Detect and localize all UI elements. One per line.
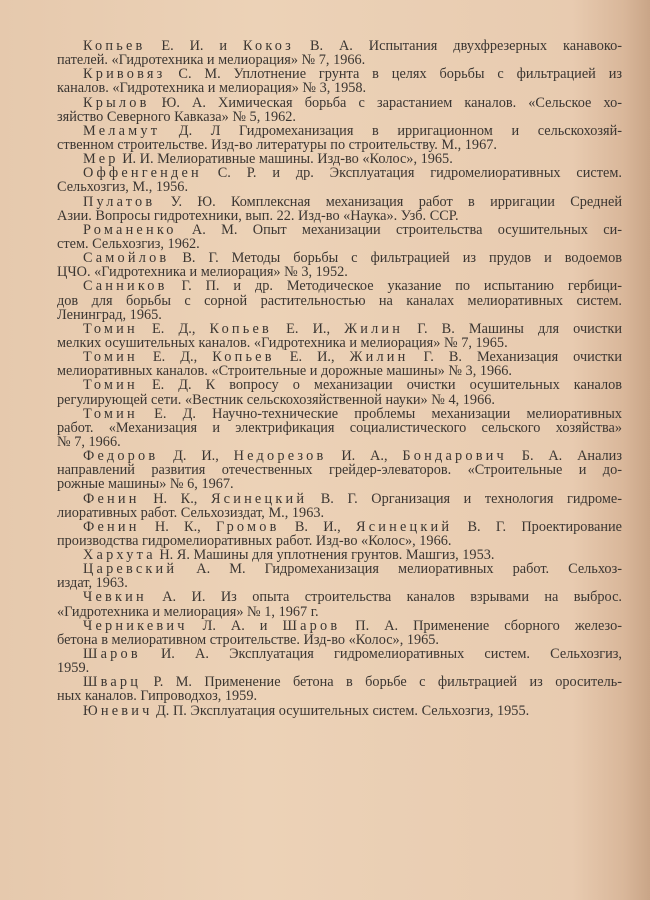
entry-text: Азии. Вопросы гидротехники, вып. 22. Изд-во «Наука». Узб. ССР. — [57, 207, 459, 224]
entry-text: Д. Л Гидромеханизация в ирригационном и сельскохозяй- — [160, 122, 622, 139]
entry-text: П. А. Применение сборного железо- — [340, 617, 622, 634]
entry-text: Е. И. и — [145, 38, 244, 54]
entry-line — [57, 605, 622, 619]
entry-text: Б. А. Анализ — [506, 448, 622, 465]
bibliography-entry — [57, 67, 622, 95]
bibliography-entry — [57, 590, 622, 618]
entry-text: Е. Д., — [137, 349, 213, 366]
entry-line — [57, 548, 622, 562]
entry-line — [57, 619, 622, 633]
author-surname: Томин — [83, 320, 138, 337]
bibliography-entry — [57, 562, 622, 590]
entry-line — [57, 237, 622, 251]
entry-line — [57, 506, 622, 520]
entry-text: рожные машины» № 6, 1967. — [57, 476, 234, 493]
author-surname: Хархута — [83, 547, 156, 564]
bibliography-entry — [57, 520, 622, 548]
entry-line — [57, 138, 622, 152]
author-surname: Фенин — [83, 518, 140, 535]
author-surname: Томин — [83, 405, 138, 422]
entry-line — [57, 661, 622, 675]
entry-text: Д. И., — [158, 448, 234, 465]
entry-line — [57, 81, 622, 95]
entry-line — [57, 407, 622, 421]
author-surname: Кривовяз — [83, 66, 166, 83]
author-surname: Федоров — [83, 448, 159, 465]
entry-line — [57, 378, 622, 392]
entry-line — [57, 520, 622, 534]
entry-text: направлений развития отечественных грейдер-элеваторов. «Строительные и до- — [57, 462, 622, 479]
bibliography-entry — [57, 647, 622, 675]
entry-line — [57, 463, 622, 477]
entry-text: В. А. Испытания двухфрезерных канавоко- — [294, 38, 622, 54]
entry-text: В. Г. Проектирование — [452, 518, 623, 535]
entry-line — [57, 590, 622, 604]
author-surname: Ясинецкий — [210, 490, 308, 507]
entry-line — [57, 449, 622, 463]
entry-text: дов для борьбы с сорной растительностью на каналах мелиоративных систем. — [57, 292, 622, 309]
author-surname: Томин — [83, 377, 138, 394]
entry-text: каналов. «Гидротехника и мелиорация» № 3, 1958. — [57, 80, 367, 97]
entry-line — [57, 675, 622, 689]
entry-line — [57, 576, 622, 590]
entry-line — [57, 67, 622, 81]
entry-line — [57, 96, 622, 110]
bibliography-entry — [57, 152, 622, 166]
author-surname: Копьев — [212, 349, 275, 366]
entry-text: А. М. Опыт механизации строительства осушительных си- — [176, 221, 622, 238]
bibliography-entry — [57, 704, 622, 718]
entry-text: Сельхозгиз, М., 1956. — [57, 179, 189, 196]
bibliography-entry — [57, 449, 622, 491]
entry-text: ЦЧО. «Гидротехника и мелиорация» № 3, 1952. — [57, 264, 348, 281]
entry-text: зяйство Северного Кавказа» № 5, 1962. — [57, 108, 297, 125]
entry-text: И. А., — [326, 448, 403, 465]
entry-text: С. Р. и др. Эксплуатация гидромелиоративных систем. — [201, 165, 622, 182]
entry-line — [57, 39, 622, 53]
bibliography-entry — [57, 166, 622, 194]
author-surname: Царевский — [83, 561, 178, 578]
author-surname: Недорезов — [233, 448, 327, 465]
entry-text: Ленинград, 1965. — [57, 306, 162, 323]
bibliography-entry — [57, 96, 622, 124]
bibliography-entry — [57, 124, 622, 152]
entry-text: У. Ю. Комплексная механизация работ в ирригации Средней — [155, 193, 622, 210]
bibliography-entry — [57, 251, 622, 279]
author-surname: Копьев — [209, 320, 272, 337]
entry-text: Д. П. Эксплуатация осушительных систем. Сельхозгиз, 1955. — [152, 702, 530, 719]
entry-text: Г. П. и др. Методическое указание по испытанию гербици- — [167, 278, 622, 295]
entry-line — [57, 704, 622, 718]
entry-text: И. И. Мелиоративные машины. Изд-во «Колос», 1965. — [118, 151, 453, 168]
entry-text: издат, 1963. — [57, 575, 128, 592]
bibliography-entry — [57, 279, 622, 321]
author-surname: Черникевич — [83, 617, 188, 634]
entry-line — [57, 477, 622, 491]
author-surname: Крылов — [83, 94, 150, 111]
entry-line — [57, 421, 622, 435]
entry-text: И. А. Эксплуатация гидромелиоративных систем. Сельхозгиз, — [140, 646, 622, 663]
entry-text: Л. А. и — [187, 617, 283, 634]
entry-text: мелких осушительных каналов. «Гидротехника и мелиорация» № 7, 1965. — [57, 334, 508, 351]
entry-text: Н. К., — [139, 490, 211, 507]
entry-text: А. М. Гидромеханизация мелиоративных работ. Сельхоз- — [177, 561, 622, 578]
entry-text: бетона в мелиоративном строительстве. Изд-во «Колос», 1965. — [57, 631, 440, 648]
entry-text: стем. Сельхозгиз, 1962. — [57, 235, 200, 252]
author-surname: Томин — [83, 349, 138, 366]
entry-text: Р. М. Применение бетона в борьбе с фильтрацией из ороситель- — [141, 674, 622, 691]
entry-text: А. И. Из опыта строительства каналов взрывами на выброс. — [146, 589, 622, 606]
entry-line — [57, 279, 622, 293]
entry-line — [57, 689, 622, 703]
author-surname: Чевкин — [83, 589, 147, 606]
author-surname: Кокоз — [243, 38, 295, 54]
bibliography-entry — [57, 619, 622, 647]
entry-line — [57, 364, 622, 378]
entry-text: работ. «Механизация и электрификация социалистического сельского хозяйства» — [57, 419, 622, 436]
entry-line — [57, 647, 622, 661]
author-surname: Юневич — [83, 702, 153, 719]
bibliography-entry — [57, 195, 622, 223]
entry-text: пателей. «Гидротехника и мелиорация» № 7, 1966. — [57, 52, 366, 69]
author-surname: Санников — [83, 278, 168, 295]
entry-text: № 7, 1966. — [57, 433, 121, 450]
entry-text: В. Г. Организация и технология гидроме- — [307, 490, 622, 507]
entry-text: ных каналов. Гипроводхоз, 1959. — [57, 688, 258, 705]
author-surname: Громов — [216, 518, 280, 535]
entry-line — [57, 350, 622, 364]
bibliography-entry — [57, 548, 622, 562]
author-surname: Меламут — [83, 122, 161, 139]
entry-text: производства гидромелиоративных работ. Изд-во «Колос», 1966. — [57, 532, 452, 549]
author-surname: Романенко — [83, 221, 177, 238]
author-surname: Пулатов — [83, 193, 156, 210]
entry-line — [57, 308, 622, 322]
entry-line — [57, 166, 622, 180]
entry-line — [57, 180, 622, 194]
entry-text: Е. Д. Научно-технические проблемы механизации мелиоративных — [137, 405, 622, 422]
entry-text: В. И., — [279, 518, 356, 535]
entry-line — [57, 110, 622, 124]
entry-line — [57, 393, 622, 407]
entry-text: ственном строительстве. Изд-во литературы по строительству. М., 1967. — [57, 136, 497, 153]
entry-line — [57, 53, 622, 67]
entry-line — [57, 265, 622, 279]
author-surname: Бондарович — [402, 448, 507, 465]
entry-text: Е. Д., — [137, 320, 210, 337]
entry-line — [57, 251, 622, 265]
bibliography-entry — [57, 350, 622, 378]
entry-line — [57, 124, 622, 138]
entry-line — [57, 294, 622, 308]
entry-text: лиоративных работ. Сельхозиздат, М., 1963. — [57, 504, 325, 521]
entry-line — [57, 322, 622, 336]
entry-line — [57, 152, 622, 166]
entry-text: Г. В. Механизация очистки — [408, 349, 622, 366]
entry-text: Н. Я. Машины для уплотнения грунтов. Машгиз, 1953. — [155, 547, 495, 564]
author-surname: Жилин — [344, 320, 404, 337]
entry-line — [57, 562, 622, 576]
entry-line — [57, 633, 622, 647]
entry-text: 1959. — [57, 660, 90, 677]
entry-text: Н. К., — [139, 518, 217, 535]
bibliography-entry — [57, 223, 622, 251]
bibliography-entry — [57, 322, 622, 350]
author-surname: Шаров — [282, 617, 341, 634]
bibliography-entry — [57, 407, 622, 449]
entry-text: «Гидротехника и мелиорация» № 1, 1967 г. — [57, 603, 319, 620]
entry-text: Е. Д. К вопросу о механизации очистки осушительных каналов — [137, 377, 622, 394]
entry-line — [57, 336, 622, 350]
author-surname: Самойлов — [83, 250, 170, 267]
entry-text: Г. В. Машины для очистки — [403, 320, 622, 337]
author-surname: Шаров — [83, 646, 141, 663]
bibliography-entry — [57, 378, 622, 406]
entry-line — [57, 209, 622, 223]
author-surname: Ясинецкий — [355, 518, 453, 535]
bibliography-entry — [57, 675, 622, 703]
bibliography-entry — [57, 492, 622, 520]
author-surname: Фенин — [83, 490, 140, 507]
entry-text: В. Г. Методы борьбы с фильтрацией из прудов и водоемов — [169, 250, 622, 267]
entry-text: мелиоративных каналов. «Строительные и дорожные машины» № 3, 1966. — [57, 363, 513, 380]
author-surname: Копьев — [83, 38, 146, 54]
author-surname: Шварц — [83, 674, 142, 691]
bibliography-entry — [57, 39, 622, 67]
author-surname: Оффенгенден — [83, 165, 202, 182]
entry-line — [57, 223, 622, 237]
entry-text: Е. И., — [274, 349, 350, 366]
bibliography-page — [57, 39, 622, 718]
entry-text: регулирующей сети. «Вестник сельскохозяйственной науки» № 4, 1966. — [57, 391, 495, 408]
author-surname: Жилин — [349, 349, 409, 366]
entry-line — [57, 435, 622, 449]
entry-text: Ю. А. Химическая борьба с зарастанием каналов. «Сельское хо- — [149, 94, 622, 111]
entry-text: С. М. Уплотнение грунта в целях борьбы с фильтрацией из — [165, 66, 622, 83]
entry-line — [57, 492, 622, 506]
author-surname: Мер — [83, 151, 119, 168]
entry-text: Е. И., — [272, 320, 345, 337]
entry-line — [57, 534, 622, 548]
entry-line — [57, 195, 622, 209]
